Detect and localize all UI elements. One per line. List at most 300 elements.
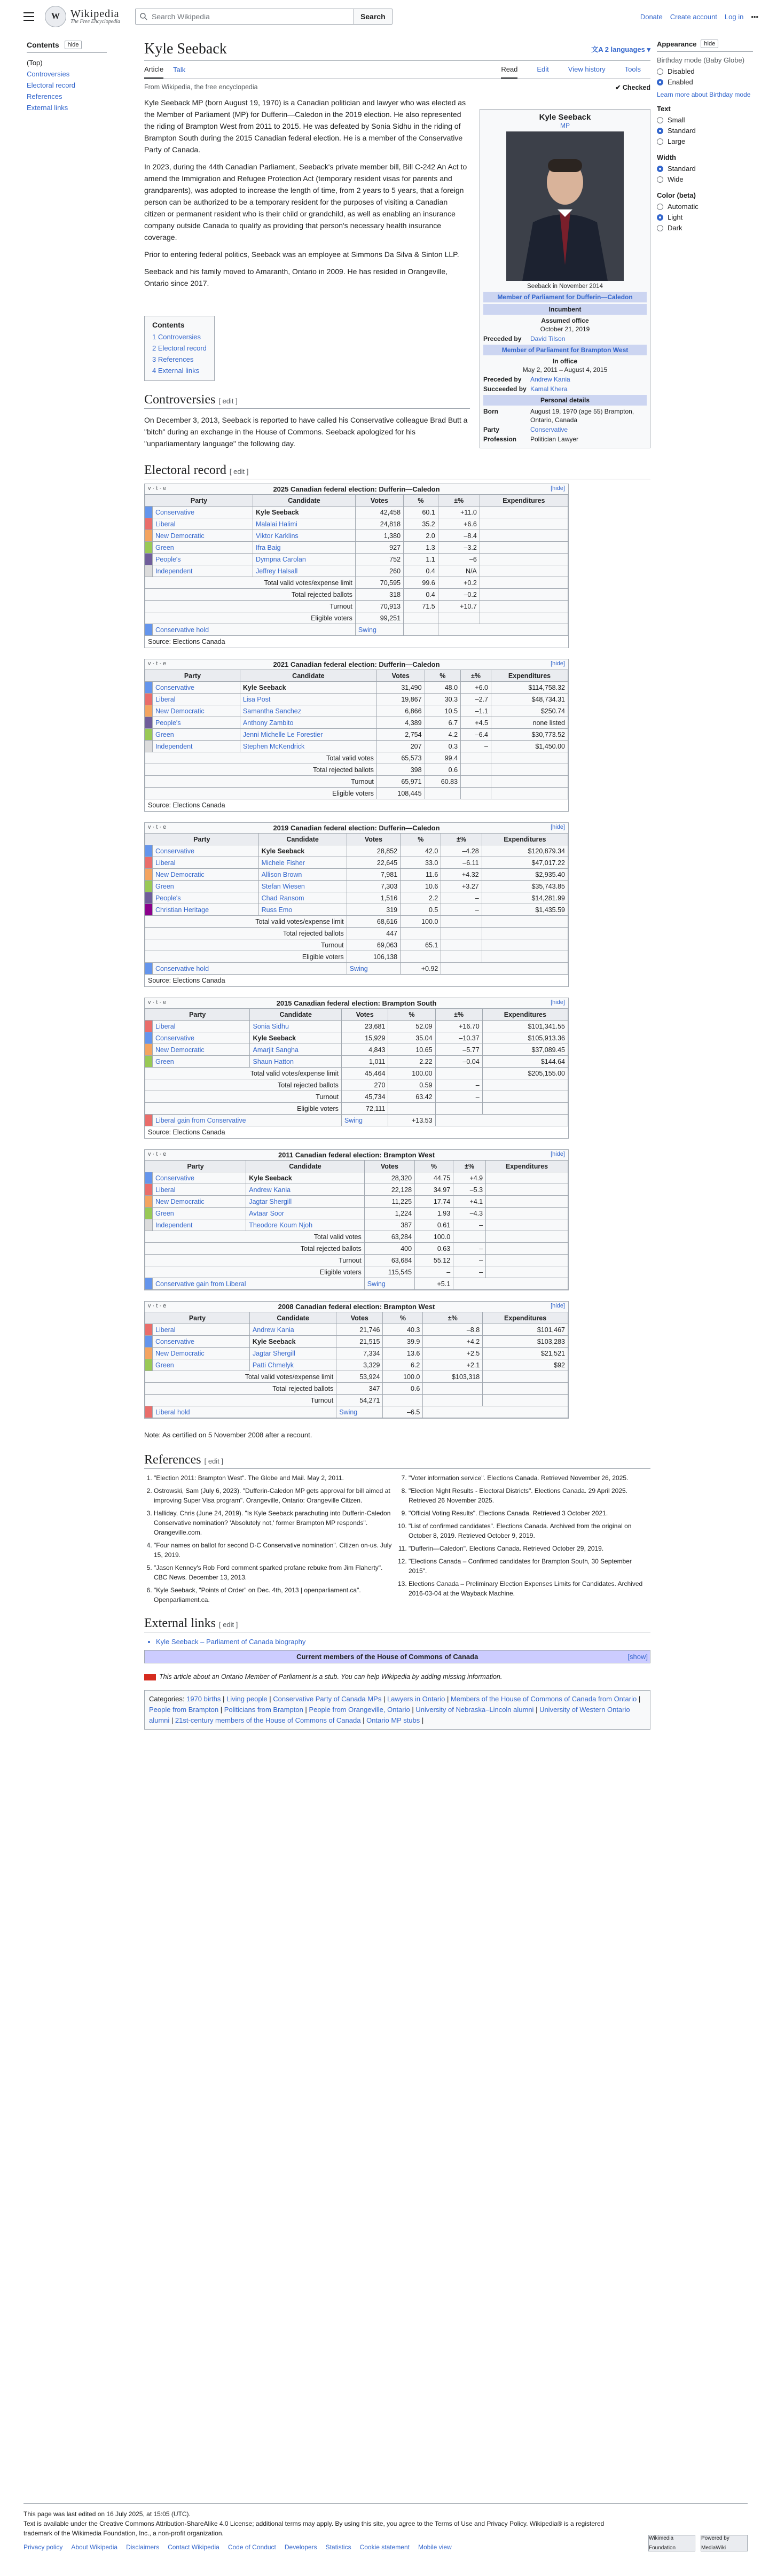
vte-links[interactable]: v · t · e <box>148 1303 167 1309</box>
swing-blank <box>453 1278 568 1290</box>
radio-birthday-enabled[interactable] <box>657 79 663 85</box>
value-cell: –6 <box>438 554 480 565</box>
radio-color-automatic[interactable] <box>657 204 663 210</box>
navbox-show-toggle[interactable]: [show] <box>627 1653 648 1661</box>
contents-item-2[interactable]: 2 Electoral record <box>152 344 207 352</box>
value-cell: 28,320 <box>364 1172 414 1184</box>
totals-label: Total valid votes/expense limit <box>145 1068 342 1079</box>
parliament-biography-link[interactable]: • Kyle Seeback – Parliament of Canada biography <box>156 1638 650 1646</box>
reference-item[interactable]: 10. "List of confirmed candidates". Elections Canada. Archived from the original on October 8, 2019. Retrieved October 9, 2019. <box>409 1521 650 1540</box>
learn-birthday-link[interactable]: Learn more about Birthday mode <box>657 91 751 98</box>
preceded-by-2[interactable]: Andrew Kania <box>530 376 570 383</box>
totals-value: 270 <box>341 1079 388 1091</box>
intro-paragraph-1: Kyle Seeback MP (born August 19, 1970) is a Canadian politician and lawyer who was elected as the Member of Parliament (MP) for Dufferin—Caledon in the 2019 election. He also represented the riding of Brampton West from 2011 to 2015. He was defeated by Sonia Sidhu in the riding of Brampton South during the 2015 Canadian federal election. He is a member of the Conservative Party of Canada. <box>144 98 466 154</box>
value-cell: 1,011 <box>341 1056 388 1068</box>
controversies-text: On December 3, 2013, Seeback is reported to have called his Conservative colleague Brad Butt a "bitch" during an exchange in the House of Commons. Seeback apologized for his "unparliamentary language" the following day. <box>144 416 468 448</box>
reference-item[interactable]: 13. Elections Canada – Preliminary Election Expenses Limits for Candidates. Archived 2016-03-04 at the Wayback Machine. <box>409 1579 650 1598</box>
totals-value <box>482 916 568 928</box>
edit-references-link[interactable]: [ edit ] <box>204 1457 224 1465</box>
totals-value <box>482 939 568 951</box>
incumbent-label: Incumbent <box>483 304 647 315</box>
totals-value: 70,595 <box>355 577 403 589</box>
contents-item-4[interactable]: 4 External links <box>152 367 200 375</box>
footer-link[interactable]: Statistics <box>325 2543 351 2551</box>
totals-value <box>480 612 568 624</box>
table-source[interactable]: Source: Elections Canada <box>145 636 568 648</box>
search-placeholder: Search Wikipedia <box>151 12 210 21</box>
candidate-cell[interactable]: Viktor Karklins <box>253 530 356 542</box>
candidate-cell[interactable]: Russ Emo <box>258 904 347 916</box>
hold-label[interactable]: Liberal hold <box>153 1406 336 1418</box>
candidate-row <box>145 1219 568 1231</box>
footer-link[interactable]: Disclaimers <box>126 2543 160 2551</box>
party-color-swatch <box>145 729 153 741</box>
party-color-swatch <box>145 507 153 518</box>
value-cell: $35,743.85 <box>482 881 568 892</box>
succeeded-by[interactable]: Kamal Khera <box>530 385 568 393</box>
donate-link[interactable]: Donate <box>640 12 663 21</box>
swing-label[interactable]: Swing <box>364 1278 414 1290</box>
footer-link[interactable]: Developers <box>284 2543 317 2551</box>
radio-text-large[interactable] <box>657 138 663 145</box>
party-cell[interactable]: New Democratic <box>153 1044 250 1056</box>
value-cell: 42,458 <box>355 507 403 518</box>
language-button[interactable]: 文A 2 languages ▾ <box>591 45 650 53</box>
last-edited: This page was last edited on 16 July 2025, at 15:05 (UTC). <box>23 2510 191 2518</box>
profession-value: Politician Lawyer <box>530 435 579 443</box>
category-link[interactable]: People from Orangeville, Ontario <box>309 1706 410 1714</box>
hold-label[interactable]: Conservative hold <box>153 963 347 975</box>
infobox-suffix[interactable]: MP <box>560 122 570 129</box>
vte-links[interactable]: v · t · e <box>148 999 167 1006</box>
totals-value: – <box>415 1266 453 1278</box>
reference-item[interactable]: 8. "Election Night Results - Electoral Districts". Elections Canada. 29 April 2025. Retrieved 26 November 2025. <box>409 1486 650 1505</box>
hide-table-button[interactable]: [hide] <box>551 824 565 830</box>
candidate-cell[interactable]: Michele Fisher <box>258 857 347 869</box>
totals-value <box>461 776 491 788</box>
candidate-cell[interactable]: Kyle Seeback <box>240 682 376 694</box>
candidate-cell[interactable]: Ifra Baig <box>253 542 356 554</box>
radio-birthday-disabled[interactable] <box>657 68 663 75</box>
party-cell[interactable]: Green <box>153 1208 246 1219</box>
value-cell: 7,981 <box>347 869 400 881</box>
totals-value <box>461 788 491 799</box>
party-cell[interactable]: Conservative <box>153 1032 250 1044</box>
toc-item-top[interactable]: (Top) <box>27 59 43 67</box>
party-cell[interactable]: New Democratic <box>153 869 259 881</box>
party-color-swatch <box>145 857 153 869</box>
appearance-hide-button[interactable]: hide <box>701 40 718 48</box>
table-source[interactable]: Source: Elections Canada <box>145 1126 568 1138</box>
party-cell[interactable]: People's <box>153 892 259 904</box>
reference-item[interactable]: 11. "Dufferin—Caledon". Elections Canada. Retrieved October 29, 2019. <box>409 1544 650 1553</box>
candidate-row <box>145 1208 568 1219</box>
candidate-cell[interactable]: Stephen McKendrick <box>240 741 376 752</box>
hide-table-button[interactable]: [hide] <box>551 1151 565 1157</box>
candidate-cell[interactable]: Andrew Kania <box>249 1324 336 1336</box>
party-cell[interactable]: Green <box>153 729 240 741</box>
value-cell: 35.2 <box>404 518 438 530</box>
totals-value: –0.2 <box>438 589 480 601</box>
party-cell[interactable]: Liberal <box>153 1021 250 1032</box>
appearance-panel <box>657 40 753 234</box>
party-cell[interactable]: Conservative <box>153 845 259 857</box>
hide-table-button[interactable]: [hide] <box>551 660 565 667</box>
search-icon <box>140 13 147 20</box>
footer-link[interactable]: Contact Wikipedia <box>168 2543 219 2551</box>
wikimedia-badge[interactable]: Wikimedia Foundation <box>648 2535 695 2551</box>
totals-label: Total valid votes/expense limit <box>145 577 356 589</box>
party-color-swatch <box>145 624 153 636</box>
totals-value: 106,138 <box>347 951 400 963</box>
totals-label: Eligible voters <box>145 1103 342 1115</box>
candidate-cell[interactable]: Amarjit Sangha <box>250 1044 341 1056</box>
candidate-cell[interactable]: Sonia Sidhu <box>250 1021 341 1032</box>
value-cell: $48,734.31 <box>491 694 568 705</box>
hide-table-button[interactable]: [hide] <box>551 999 565 1006</box>
page-title: Kyle Seeback <box>144 40 227 57</box>
candidate-cell[interactable]: Kyle Seeback <box>258 845 347 857</box>
contents-item-1[interactable]: 1 Controversies <box>152 333 201 341</box>
candidate-cell[interactable]: Lisa Post <box>240 694 376 705</box>
option-label: Disabled <box>668 67 695 75</box>
party-cell[interactable]: People's <box>153 554 253 565</box>
candidate-cell[interactable]: Dympna Carolan <box>253 554 356 565</box>
tab-article[interactable]: Article <box>144 61 163 79</box>
category-link[interactable]: Living people <box>226 1695 268 1703</box>
value-cell <box>480 554 568 565</box>
office-dufferin-caledon[interactable]: Member of Parliament for Dufferin—Caledon <box>483 292 647 302</box>
totals-value: 0.6 <box>425 764 460 776</box>
toc-item-electoral-record[interactable]: Electoral record <box>27 81 76 89</box>
party-cell[interactable]: Independent <box>153 1219 246 1231</box>
totals-value: 100.00 <box>388 1068 435 1079</box>
value-cell <box>480 530 568 542</box>
party-cell[interactable]: New Democratic <box>153 530 253 542</box>
reference-item[interactable]: 3. Halliday, Chris (June 24, 2019). "Is Kyle Seeback parachuting into Dufferin-Caledon Conservative nomination? 'Absolutely not,' former Brampton MP responds". Orangeville.com. <box>154 1508 396 1537</box>
value-cell: 30.3 <box>425 694 460 705</box>
swing-label[interactable]: Swing <box>341 1115 388 1126</box>
value-cell: 6.7 <box>425 717 460 729</box>
categories-label: Categories: <box>149 1695 185 1703</box>
reference-item[interactable]: 4. "Four names on ballot for second D-C Conservative nomination". Citizen on-us. July 15, 2019. <box>154 1540 396 1560</box>
search-input[interactable] <box>135 9 354 25</box>
main-menu-icon[interactable] <box>23 12 34 21</box>
office-brampton-west[interactable]: Member of Parliament for Brampton West <box>483 345 647 355</box>
party-cell[interactable]: New Democratic <box>153 1196 246 1208</box>
candidate-cell[interactable]: Anthony Zambito <box>240 717 376 729</box>
hold-label[interactable]: Liberal gain from Conservative <box>153 1115 342 1126</box>
hide-table-button[interactable]: [hide] <box>551 1303 565 1309</box>
candidate-cell[interactable]: Jeffrey Halsall <box>253 565 356 577</box>
party-cell[interactable]: Green <box>153 881 259 892</box>
candidate-cell[interactable]: Kyle Seeback <box>246 1172 365 1184</box>
reference-item[interactable]: 9. "Official Voting Results". Elections Canada. Retrieved 3 October 2021. <box>409 1508 650 1518</box>
party-color-swatch <box>145 869 153 881</box>
party-cell[interactable]: Liberal <box>153 694 240 705</box>
vte-links[interactable]: v · t · e <box>148 485 167 492</box>
party-cell[interactable]: Independent <box>153 565 253 577</box>
totals-row <box>145 1231 568 1243</box>
navbox-house-of-commons[interactable]: Current members of the House of Commons of Canada [show] <box>144 1650 650 1663</box>
value-cell: 60.1 <box>404 507 438 518</box>
footer-link[interactable]: Cookie statement <box>359 2543 410 2551</box>
column-header: Candidate <box>253 495 356 507</box>
reference-item[interactable]: 5. "Jason Kenney's Rob Ford comment sparked profane rebuke from Jim Flaherty". CBC News. December 13, 2013. <box>154 1563 396 1582</box>
value-cell: 7,334 <box>336 1348 383 1359</box>
election-table <box>144 484 569 648</box>
totals-value <box>423 1395 483 1406</box>
totals-label: Total rejected ballots <box>145 1079 342 1091</box>
totals-value <box>383 1395 423 1406</box>
reference-item[interactable]: 2. Ostrowski, Sam (July 6, 2023). "Dufferin-Caledon MP gets approval for bill aimed at improving Super Visa program". Orangeville, Ontario: Orangeville Citizen. <box>154 1486 396 1505</box>
totals-value: +10.7 <box>438 601 480 612</box>
totals-row <box>145 1068 568 1079</box>
totals-value: 108,445 <box>376 788 425 799</box>
totals-value: 100.0 <box>415 1231 453 1243</box>
candidate-cell[interactable]: Kyle Seeback <box>250 1032 341 1044</box>
value-cell: 0.61 <box>415 1219 453 1231</box>
value-cell: $37,089.45 <box>482 1044 568 1056</box>
value-cell: – <box>461 741 491 752</box>
edit-electoral-link[interactable]: [ edit ] <box>229 468 249 476</box>
value-cell: 0.4 <box>404 565 438 577</box>
value-cell: –10.37 <box>435 1032 482 1044</box>
party-cell[interactable]: Independent <box>153 741 240 752</box>
table-source[interactable]: Source: Elections Canada <box>145 975 568 986</box>
candidate-cell[interactable]: Jagtar Shergill <box>249 1348 336 1359</box>
candidate-cell[interactable]: Kyle Seeback <box>249 1336 336 1348</box>
totals-value: $103,318 <box>423 1371 483 1383</box>
radio-text-standard[interactable] <box>657 128 663 134</box>
table-source[interactable]: Source: Elections Canada <box>145 799 568 811</box>
category-link[interactable]: University of Western Ontario alumni <box>149 1706 630 1724</box>
party-cell[interactable]: Conservative <box>153 1172 246 1184</box>
value-cell: –5.3 <box>453 1184 486 1196</box>
value-cell: –6.4 <box>461 729 491 741</box>
toc-item-references[interactable]: References <box>27 92 62 100</box>
table-title: 2008 Canadian federal election: Brampton West <box>278 1303 435 1311</box>
party-value[interactable]: Conservative <box>530 426 568 433</box>
value-cell: 21,515 <box>336 1336 383 1348</box>
category-link[interactable]: Ontario MP stubs <box>366 1716 420 1724</box>
party-cell[interactable]: People's <box>153 717 240 729</box>
column-header: % <box>383 1312 423 1324</box>
hide-table-button[interactable]: [hide] <box>551 485 565 492</box>
category-link[interactable]: Conservative Party of Canada MPs <box>273 1695 382 1703</box>
value-cell: – <box>453 1219 486 1231</box>
footer-link[interactable]: About Wikipedia <box>71 2543 118 2551</box>
totals-value: 99,251 <box>355 612 403 624</box>
column-header: Party <box>145 834 259 845</box>
candidate-cell[interactable]: Avtaar Soor <box>246 1208 365 1219</box>
column-header: ±% <box>423 1312 483 1324</box>
totals-value <box>483 1371 568 1383</box>
totals-label: Total valid votes <box>145 1231 365 1243</box>
totals-label: Turnout <box>145 601 356 612</box>
party-cell[interactable]: Liberal <box>153 1324 250 1336</box>
action-read[interactable]: Read <box>501 61 517 79</box>
wikipedia-globe-icon: W <box>45 6 66 27</box>
hold-row <box>145 1115 568 1126</box>
totals-value: 63,684 <box>364 1255 414 1266</box>
category-link[interactable]: Members of the House of Commons of Canada from Ontario <box>450 1695 637 1703</box>
category-link[interactable]: People from Brampton <box>149 1706 219 1714</box>
footer-link[interactable]: Privacy policy <box>23 2543 63 2551</box>
party-cell[interactable]: Green <box>153 1359 250 1371</box>
value-cell <box>480 507 568 518</box>
reference-item[interactable]: 7. "Voter information service". Elections Canada. Retrieved November 26, 2025. <box>409 1473 650 1483</box>
category-link[interactable]: Politicians from Brampton <box>224 1706 303 1714</box>
candidate-cell[interactable]: Chad Ransom <box>258 892 347 904</box>
value-cell: +6.6 <box>438 518 480 530</box>
references-heading: References [ edit ] <box>144 1453 650 1469</box>
radio-color-dark[interactable] <box>657 225 663 231</box>
category-link[interactable]: 21st-century members of the House of Commons of Canada <box>175 1716 361 1724</box>
portrait-photo[interactable] <box>506 131 624 281</box>
tab-talk[interactable]: Talk <box>173 66 186 74</box>
radio-color-light[interactable] <box>657 214 663 221</box>
search-button[interactable]: Search <box>354 9 393 25</box>
party-color-swatch <box>145 1056 153 1068</box>
toc-item-controversies[interactable]: Controversies <box>27 70 70 78</box>
footer-link[interactable]: Code of Conduct <box>227 2543 276 2551</box>
totals-value: – <box>453 1266 486 1278</box>
vte-links[interactable]: v · t · e <box>148 660 167 667</box>
option-label: Dark <box>668 224 682 232</box>
action-view-history[interactable]: View history <box>568 65 606 73</box>
toc-hide-button[interactable]: hide <box>65 41 82 49</box>
log-in-link[interactable]: Log in <box>724 12 744 21</box>
column-header: Expenditures <box>480 495 568 507</box>
more-options-icon[interactable]: ••• <box>751 12 758 21</box>
radio-width-standard[interactable] <box>657 166 663 172</box>
edit-controversies-link[interactable]: [ edit ] <box>218 397 238 405</box>
candidate-cell[interactable]: Stefan Wiesen <box>258 881 347 892</box>
totals-value <box>401 951 441 963</box>
swing-label[interactable]: Swing <box>355 624 403 636</box>
swing-label[interactable]: Swing <box>347 963 400 975</box>
candidate-cell[interactable]: Allison Brown <box>258 869 347 881</box>
candidate-cell[interactable]: Malalai Halimi <box>253 518 356 530</box>
swing-value: +0.92 <box>401 963 441 975</box>
candidate-cell[interactable]: Andrew Kania <box>246 1184 365 1196</box>
party-color-swatch <box>145 881 153 892</box>
totals-row <box>145 1395 568 1406</box>
candidate-cell[interactable]: Jagtar Shergill <box>246 1196 365 1208</box>
swing-blank <box>423 1406 568 1418</box>
value-cell: 22,645 <box>347 857 400 869</box>
party-cell[interactable]: New Democratic <box>153 705 240 717</box>
reference-item[interactable]: 12. "Elections Canada – Confirmed candidates for Brampton South, 30 September 2015". <box>409 1557 650 1576</box>
vte-links[interactable]: v · t · e <box>148 824 167 830</box>
totals-value: 55.12 <box>415 1255 453 1266</box>
hold-label[interactable]: Conservative hold <box>153 624 356 636</box>
create-account-link[interactable]: Create account <box>670 12 717 21</box>
election-table <box>144 1149 569 1290</box>
party-cell[interactable]: Green <box>153 542 253 554</box>
totals-value <box>425 788 460 799</box>
column-header: Party <box>145 1161 246 1172</box>
party-cell[interactable]: Christian Heritage <box>153 904 259 916</box>
wikipedia-logo[interactable] <box>45 6 120 27</box>
search-form <box>135 9 393 25</box>
intro-paragraph-4: Seeback and his family moved to Amaranth, Ontario in 2009. He has resided in Orangeville, Ontario since 2017. <box>144 267 448 287</box>
contents-item-3[interactable]: 3 References <box>152 355 194 363</box>
reference-item[interactable]: 6. "Kyle Seeback, "Points of Order" on Dec. 4th, 2013 | openparliament.ca". Openparliament.ca. <box>154 1585 396 1605</box>
party-cell[interactable]: Conservative <box>153 507 253 518</box>
totals-label: Eligible voters <box>145 951 347 963</box>
totals-value: 0.59 <box>388 1079 435 1091</box>
infobox-name: Kyle Seeback <box>539 113 591 122</box>
totals-value: 318 <box>355 589 403 601</box>
value-cell: $101,341.55 <box>482 1021 568 1032</box>
party-cell[interactable]: Liberal <box>153 1184 246 1196</box>
candidate-cell[interactable]: Kyle Seeback <box>253 507 356 518</box>
value-cell: none listed <box>491 717 568 729</box>
candidate-row <box>145 518 568 530</box>
category-link[interactable]: 1970 births <box>186 1695 221 1703</box>
hold-label[interactable]: Conservative gain from Liberal <box>153 1278 365 1290</box>
value-cell: 15,929 <box>341 1032 388 1044</box>
totals-value: 99.4 <box>425 752 460 764</box>
candidate-cell[interactable]: Samantha Sanchez <box>240 705 376 717</box>
preceded-by-1[interactable]: David Tilson <box>530 335 566 343</box>
edit-external-link[interactable]: [ edit ] <box>218 1621 238 1629</box>
party-color-swatch <box>145 892 153 904</box>
party-cell[interactable]: Conservative <box>153 1336 250 1348</box>
swing-value: –6.5 <box>383 1406 423 1418</box>
value-cell: 1.3 <box>404 542 438 554</box>
totals-value <box>486 1231 568 1243</box>
value-cell: 752 <box>355 554 403 565</box>
candidate-cell[interactable]: Shaun Hatton <box>250 1056 341 1068</box>
mediawiki-badge[interactable]: Powered by MediaWiki <box>701 2535 748 2551</box>
totals-value: 398 <box>376 764 425 776</box>
category-link[interactable]: University of Nebraska–Lincoln alumni <box>415 1706 534 1714</box>
candidate-row <box>145 857 568 869</box>
party-cell[interactable]: Green <box>153 1056 250 1068</box>
candidate-row <box>145 554 568 565</box>
candidate-cell[interactable]: Theodore Koum Njoh <box>246 1219 365 1231</box>
party-cell[interactable]: Conservative <box>153 682 240 694</box>
toc-item-external-links[interactable]: External links <box>27 104 68 112</box>
vte-links[interactable]: v · t · e <box>148 1151 167 1157</box>
candidate-cell[interactable]: Patti Chmelyk <box>249 1359 336 1371</box>
party-cell[interactable]: Liberal <box>153 857 259 869</box>
value-cell: 260 <box>355 565 403 577</box>
value-cell: 34.97 <box>415 1184 453 1196</box>
swing-label[interactable]: Swing <box>336 1406 383 1418</box>
reference-item[interactable]: 1. "Election 2011: Brampton West". The Globe and Mail. May 2, 2011. <box>154 1473 396 1483</box>
category-link[interactable]: Lawyers in Ontario <box>387 1695 445 1703</box>
radio-text-small[interactable] <box>657 117 663 123</box>
action-tools[interactable]: Tools <box>624 65 641 73</box>
photo-caption: Seeback in November 2014 <box>527 283 603 290</box>
candidate-cell[interactable]: Jenni Michelle Le Forestier <box>240 729 376 741</box>
value-cell: 13.6 <box>383 1348 423 1359</box>
party-cell[interactable]: New Democratic <box>153 1348 250 1359</box>
footer-link[interactable]: Mobile view <box>418 2543 452 2551</box>
from-wikipedia: From Wikipedia, the free encyclopedia <box>144 83 258 91</box>
party-cell[interactable]: Liberal <box>153 518 253 530</box>
radio-width-wide[interactable] <box>657 176 663 183</box>
value-cell: 387 <box>364 1219 414 1231</box>
value-cell: 31,490 <box>376 682 425 694</box>
party-color-swatch <box>145 904 153 916</box>
action-edit[interactable]: Edit <box>537 65 549 73</box>
candidate-row <box>145 729 568 741</box>
